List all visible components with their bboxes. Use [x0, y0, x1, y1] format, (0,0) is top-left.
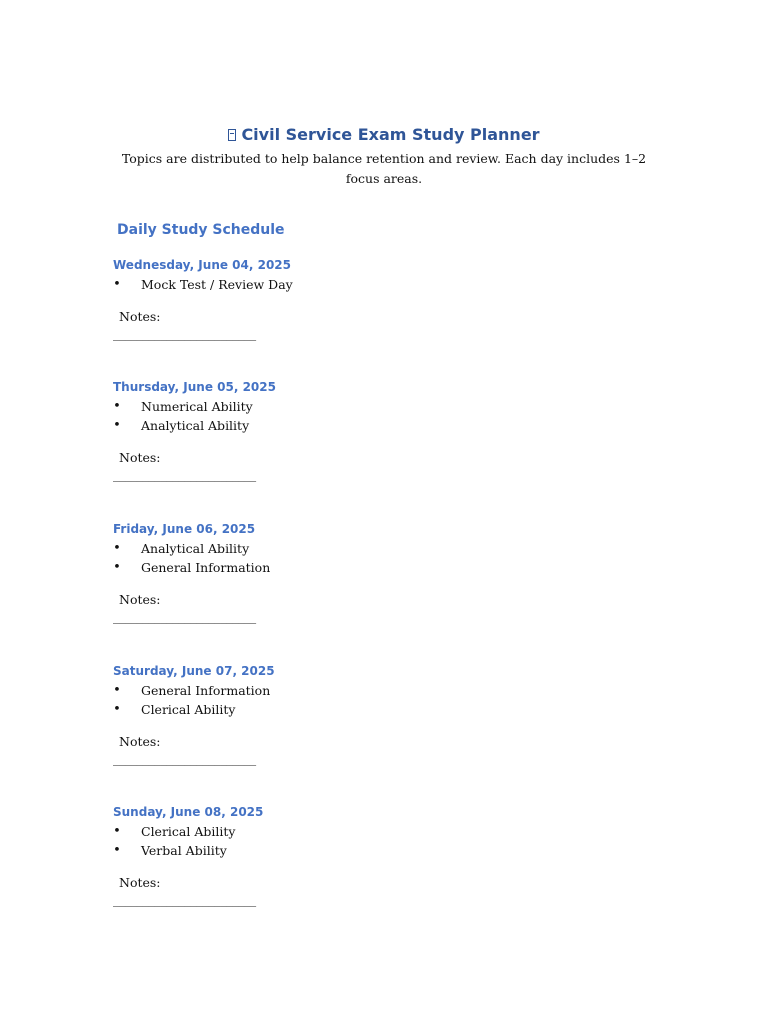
day-heading: Thursday, June 05, 2025: [113, 380, 276, 394]
bullet-icon: •: [113, 418, 121, 433]
day-block: [113, 378, 673, 483]
topic-item: [113, 681, 673, 700]
bullet-icon: •: [113, 399, 121, 414]
notes-line: ________________________: [113, 609, 256, 624]
notes-line: ________________________: [113, 467, 256, 482]
bullet-icon: •: [113, 277, 121, 292]
topic-item: [113, 397, 673, 416]
topic-list: [113, 822, 673, 860]
bullet-icon: •: [113, 560, 121, 575]
notes-label: Notes:: [119, 309, 161, 324]
notes-line: ________________________: [113, 892, 256, 907]
notes-label: Notes:: [119, 592, 161, 607]
bullet-icon: •: [113, 843, 121, 858]
topic-label: Verbal Ability: [141, 843, 227, 858]
page-title-text: Civil Service Exam Study Planner: [241, 125, 540, 144]
bullet-icon: •: [113, 702, 121, 717]
day-block: [113, 520, 673, 625]
topic-label: General Information: [141, 683, 271, 698]
topic-label: Mock Test / Review Day: [141, 277, 293, 292]
topic-item: [113, 822, 673, 841]
topic-label: Clerical Ability: [141, 824, 236, 839]
topic-item: [113, 275, 673, 294]
notes-line: ________________________: [113, 326, 256, 341]
topic-label: Numerical Ability: [141, 399, 253, 414]
topic-label: Clerical Ability: [141, 702, 236, 717]
topic-item: [113, 539, 673, 558]
day-block: [113, 662, 673, 767]
day-block: [113, 803, 673, 908]
topic-label: Analytical Ability: [141, 541, 250, 556]
bullet-icon: •: [113, 683, 121, 698]
day-block: [113, 256, 673, 342]
topic-list: [113, 275, 673, 294]
page-title: [0, 124, 768, 146]
topic-list: [113, 681, 673, 719]
notes-line: ________________________: [113, 751, 256, 766]
intro-paragraph: Topics are distributed to help balance retention and review. Each day includes 1–2 focus areas.: [121, 151, 647, 186]
topic-label: General Information: [141, 560, 271, 575]
bullet-icon: •: [113, 541, 121, 556]
topic-item: [113, 416, 673, 435]
topic-label: Analytical Ability: [141, 418, 250, 433]
notes-label: Notes:: [119, 450, 161, 465]
day-heading: Wednesday, June 04, 2025: [113, 258, 292, 272]
topic-item: [113, 700, 673, 719]
day-heading: Sunday, June 08, 2025: [113, 805, 264, 819]
bullet-icon: •: [113, 824, 121, 839]
notes-label: Notes:: [119, 734, 161, 749]
topic-item: [113, 558, 673, 577]
document-icon: [228, 129, 236, 141]
day-heading: Saturday, June 07, 2025: [113, 664, 275, 678]
topic-item: [113, 841, 673, 860]
section-heading: Daily Study Schedule: [117, 222, 285, 238]
topic-list: [113, 397, 673, 435]
day-heading: Friday, June 06, 2025: [113, 522, 256, 536]
topic-list: [113, 539, 673, 577]
notes-label: Notes:: [119, 875, 161, 890]
